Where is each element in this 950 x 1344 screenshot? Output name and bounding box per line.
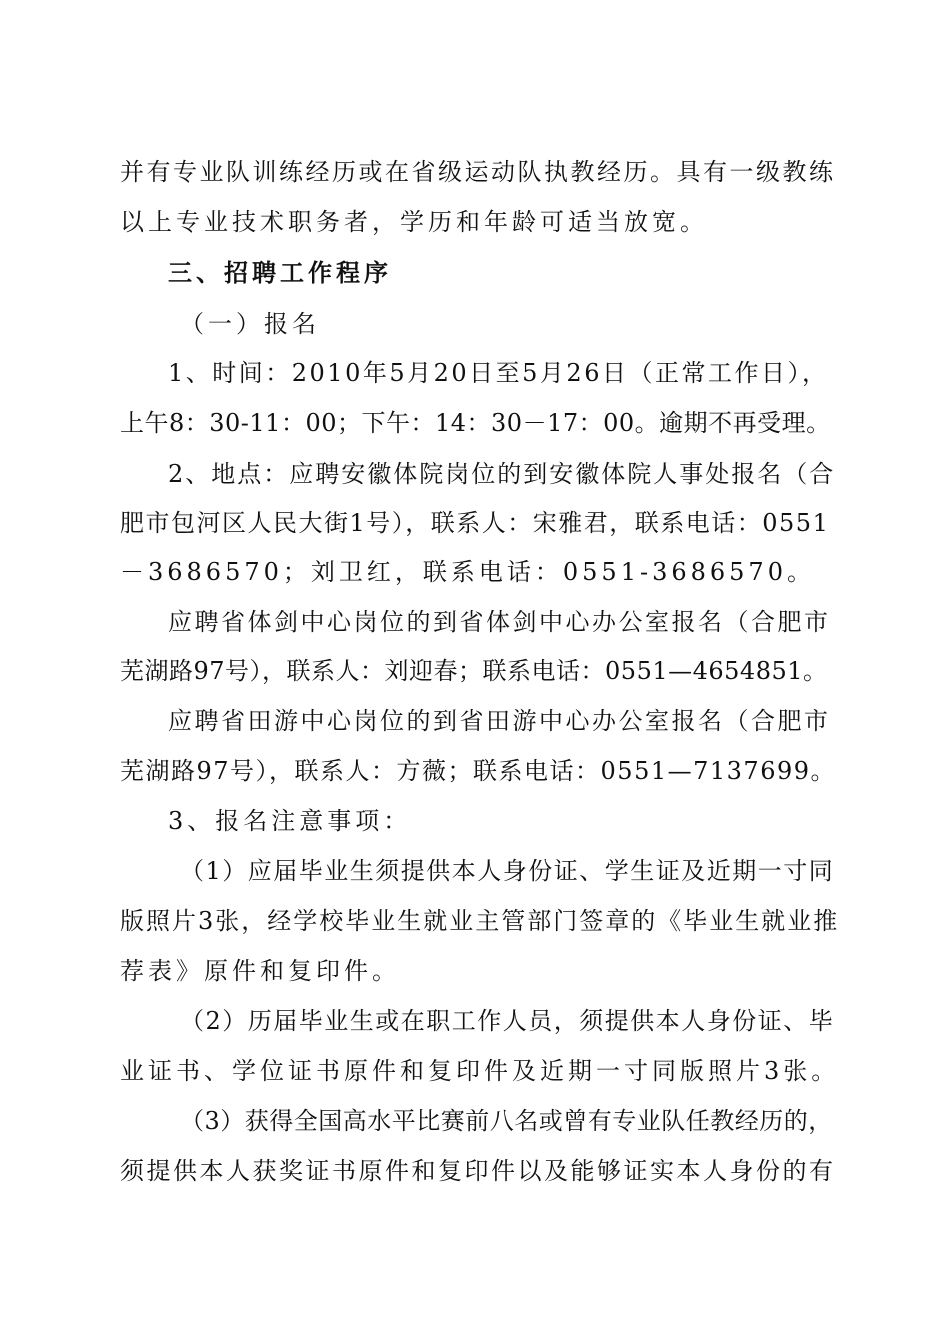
paragraph-line: （3）获得全国高水平比赛前八名或曾有专业队任教经历的， bbox=[180, 1107, 833, 1135]
paragraph-line: 以上专业技术职务者，学历和年龄可适当放宽。 bbox=[120, 208, 708, 236]
subsection-heading: （一）报名 bbox=[180, 310, 320, 338]
paragraph-line: （1）应届毕业生须提供本人身份证、学生证及近期一寸同 bbox=[180, 857, 835, 885]
paragraph-line: 并有专业队训练经历或在省级运动队执教经历。具有一级教练 bbox=[120, 158, 836, 186]
paragraph-line: 上午8：30-11：00；下午：14：30－17：00。逾期不再受理。 bbox=[120, 409, 831, 437]
paragraph-line: 业证书、学位证书原件和复印件及近期一寸同版照片3张。 bbox=[120, 1057, 840, 1085]
paragraph-line: 2、地点：应聘安徽体院岗位的到安徽体院人事处报名（合 bbox=[168, 460, 836, 488]
paragraph-line: 应聘省田游中心岗位的到省田游中心办公室报名（合肥市 bbox=[168, 707, 831, 735]
paragraph-line: 版照片3张，经学校毕业生就业主管部门签章的《毕业生就业推 bbox=[120, 907, 840, 935]
paragraph-line: 须提供本人获奖证书原件和复印件以及能够证实本人身份的有 bbox=[120, 1157, 836, 1185]
paragraph-line: －3686570；刘卫红，联系电话：0551-3686570。 bbox=[120, 558, 815, 586]
paragraph-line: 应聘省体剑中心岗位的到省体剑中心办公室报名（合肥市 bbox=[168, 608, 831, 636]
section-heading: 三、招聘工作程序 bbox=[168, 259, 392, 287]
paragraph-line: （2）历届毕业生或在职工作人员，须提供本人身份证、毕 bbox=[180, 1007, 835, 1035]
paragraph-line: 芜湖路97号），联系人：方薇；联系电话：0551—7137699。 bbox=[120, 757, 837, 785]
paragraph-line: 芜湖路97号），联系人：刘迎春；联系电话：0551—4654851。 bbox=[120, 657, 828, 685]
paragraph-line: 1、时间：2010年5月20日至5月26日（正常工作日）， bbox=[168, 359, 829, 387]
paragraph-line: 荐表》原件和复印件。 bbox=[120, 957, 400, 985]
paragraph-line: 肥市包河区人民大街1号），联系人：宋雅君，联系电话：0551 bbox=[120, 509, 830, 537]
paragraph-line: 3、报名注意事项： bbox=[168, 807, 412, 835]
